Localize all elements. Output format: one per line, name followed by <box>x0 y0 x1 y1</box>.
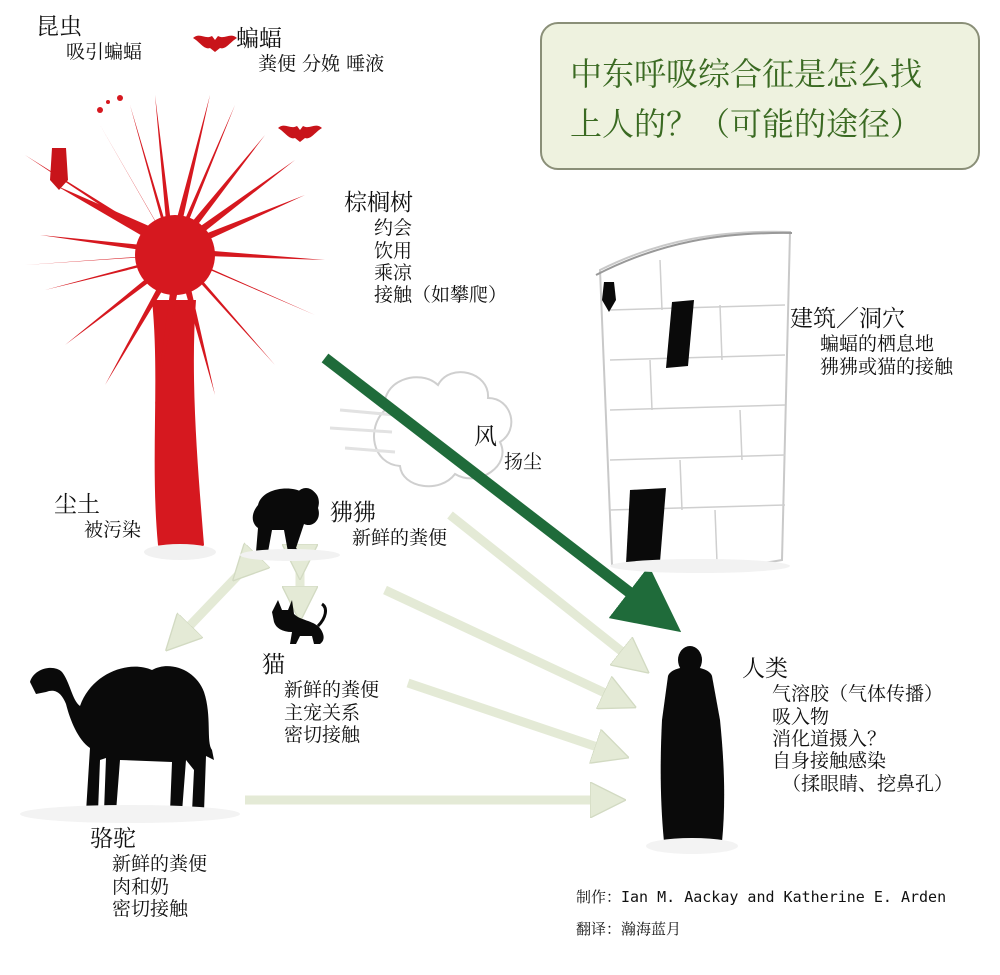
arrow-baboon-to-human-2 <box>450 515 635 662</box>
node-detail: 密切接触 <box>284 723 361 746</box>
node-dust <box>54 492 141 542</box>
baboon-icon <box>253 488 319 552</box>
node-cat <box>262 652 379 746</box>
node-human <box>742 656 953 795</box>
title-box <box>540 22 980 170</box>
arrow-cat-to-human <box>408 683 612 752</box>
node-title: 昆虫 <box>36 14 82 40</box>
node-detail: 乘凉 <box>374 261 413 284</box>
node-wind <box>474 424 542 474</box>
node-detail: 密切接触 <box>112 897 189 920</box>
node-detail: 蝙蝠的栖息地 <box>820 333 935 356</box>
node-detail: 被污染 <box>84 519 142 542</box>
node-title: 建筑／洞穴 <box>790 306 905 332</box>
node-detail: 粪便 分娩 唾液 <box>258 53 385 76</box>
node-title: 尘土 <box>54 492 100 518</box>
person-icon <box>646 646 738 854</box>
node-camel <box>90 826 207 920</box>
node-insects <box>36 14 142 64</box>
hanging-bat-icon <box>50 148 68 190</box>
node-detail: 吸引蝙蝠 <box>66 41 143 64</box>
node-detail: 主宠关系 <box>284 701 361 724</box>
node-title: 骆驼 <box>90 826 136 852</box>
page-title: 中东呼吸综合征是怎么找上人的？（可能的途径） <box>570 55 923 143</box>
node-palm <box>344 190 507 307</box>
node-detail: 肉和奶 <box>112 875 170 898</box>
node-detail: 新鲜的粪便 <box>352 527 448 550</box>
arrow-baboon-camel <box>178 568 245 638</box>
camel-icon <box>20 666 240 823</box>
node-title: 风 <box>474 424 497 450</box>
node-title: 棕榈树 <box>344 190 413 216</box>
node-title: 狒狒 <box>330 500 376 526</box>
node-detail: 饮用 <box>374 239 413 262</box>
node-building <box>790 306 953 378</box>
cat-icon <box>272 600 325 644</box>
building-icon <box>596 232 792 568</box>
node-detail: 自身接触感染 <box>772 750 887 773</box>
node-detail: 新鲜的粪便 <box>112 853 208 876</box>
node-detail: 消化道摄入？ <box>772 727 887 750</box>
node-title: 蝙蝠 <box>236 26 282 52</box>
node-detail: 新鲜的粪便 <box>284 679 380 702</box>
node-baboon <box>330 500 447 550</box>
node-detail: （揉眼睛、挖鼻孔） <box>782 772 954 795</box>
node-detail: 接触（如攀爬） <box>374 284 508 307</box>
node-title: 猫 <box>262 652 285 678</box>
credit-translated-by: 翻译：瀚海蓝月 <box>576 920 682 938</box>
node-detail: 扬尘 <box>504 451 543 474</box>
node-detail: 约会 <box>374 217 413 240</box>
node-bats <box>236 26 384 76</box>
node-detail: 狒狒或猫的接触 <box>820 355 954 378</box>
node-detail: 气溶胶（气体传播） <box>772 683 944 706</box>
node-detail: 吸入物 <box>772 705 830 728</box>
credit-made-by: 制作：Ian M. Aackay and Katherine E. Arden <box>576 888 947 906</box>
node-title: 人类 <box>742 656 788 682</box>
